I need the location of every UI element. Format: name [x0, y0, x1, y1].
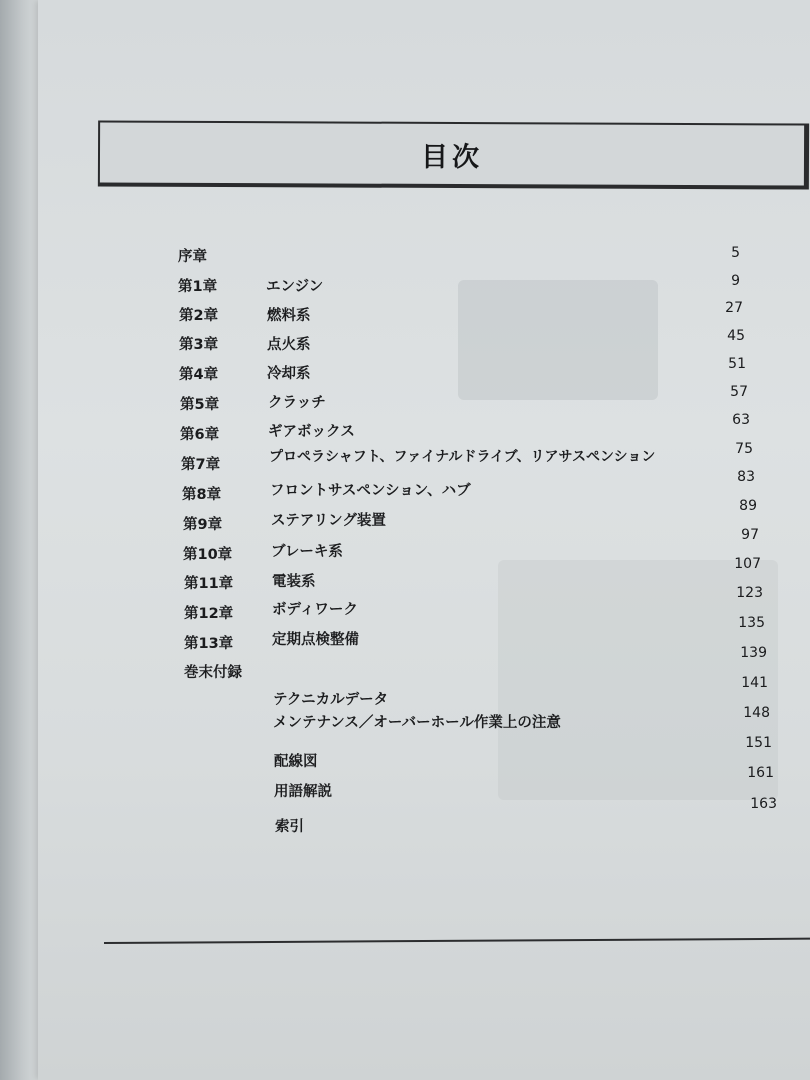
- toc-chapter-title: プロペラシャフト、ファイナルドライブ、リアサスペンション: [269, 449, 656, 465]
- toc-chapter-label: 巻末付録: [184, 665, 242, 681]
- toc-chapter-label: 第9章: [183, 517, 223, 533]
- toc-page-number: 75: [735, 441, 753, 457]
- toc-chapter-label: 第5章: [180, 397, 220, 413]
- toc-chapter-title: クラッチ: [268, 395, 326, 411]
- toc-page-number: 9: [731, 273, 740, 289]
- toc-page-number: 57: [730, 384, 748, 400]
- toc-chapter-label: 第8章: [182, 487, 222, 503]
- toc-chapter-title: 定期点検整備: [272, 632, 359, 648]
- toc-chapter-label: 第3章: [179, 337, 219, 353]
- toc-appendix-title: 配線図: [274, 754, 318, 770]
- toc-chapter-label: 第12章: [184, 606, 234, 622]
- toc-page-number: 135: [738, 615, 765, 631]
- toc-page-number: 161: [747, 765, 774, 781]
- toc-chapter-label: 序章: [178, 249, 207, 265]
- toc-chapter-title: ブレーキ系: [271, 544, 343, 560]
- page-title: 目次: [420, 141, 484, 173]
- toc-page-number: 151: [745, 735, 772, 751]
- toc-chapter-title: ギアボックス: [268, 424, 355, 440]
- toc-appendix-title: メンテナンス／オーバーホール作業上の注意: [273, 715, 561, 731]
- toc-chapter-title: エンジン: [266, 279, 324, 295]
- toc-chapter-title: ステアリング装置: [271, 513, 386, 529]
- toc-page-number: 141: [741, 675, 768, 691]
- toc-chapter-label: 第13章: [184, 636, 234, 652]
- toc-page-number: 51: [728, 356, 746, 372]
- toc-page-number: 123: [736, 585, 763, 601]
- toc-chapter-title: 燃料系: [267, 308, 311, 324]
- toc-chapter-label: 第2章: [179, 308, 219, 324]
- toc-page-number: 97: [741, 527, 759, 543]
- toc-chapter-title: 点火系: [267, 337, 311, 353]
- toc-chapter-label: 第7章: [181, 457, 221, 473]
- toc-chapter-title: 電装系: [272, 574, 316, 590]
- toc-page-number: 63: [732, 412, 750, 428]
- toc-chapter-label: 第4章: [179, 367, 219, 383]
- toc-page-number: 83: [737, 469, 755, 485]
- toc-chapter-label: 第11章: [184, 576, 234, 592]
- toc-appendix-title: テクニカルデータ: [273, 692, 389, 708]
- toc-appendix-title: 索引: [275, 819, 304, 835]
- toc-page-number: 148: [743, 705, 770, 721]
- toc-page-number: 5: [731, 245, 740, 261]
- toc-page-number: 27: [725, 300, 743, 316]
- toc-chapter-label: 第6章: [180, 427, 220, 443]
- toc-chapter-title: フロントサスペンション、ハブ: [270, 483, 471, 499]
- toc-chapter-label: 第1章: [178, 279, 218, 295]
- toc-page-number: 163: [750, 796, 777, 812]
- toc-chapter-title: 冷却系: [267, 366, 311, 382]
- toc-appendix-title: 用語解説: [274, 784, 332, 800]
- toc-chapter-title: ボディワーク: [272, 602, 358, 618]
- toc-page-number: 107: [734, 556, 761, 572]
- toc-chapter-label: 第10章: [183, 547, 233, 563]
- toc-page-number: 89: [739, 498, 757, 514]
- toc-page-number: 139: [740, 645, 767, 661]
- toc-page-number: 45: [727, 328, 745, 344]
